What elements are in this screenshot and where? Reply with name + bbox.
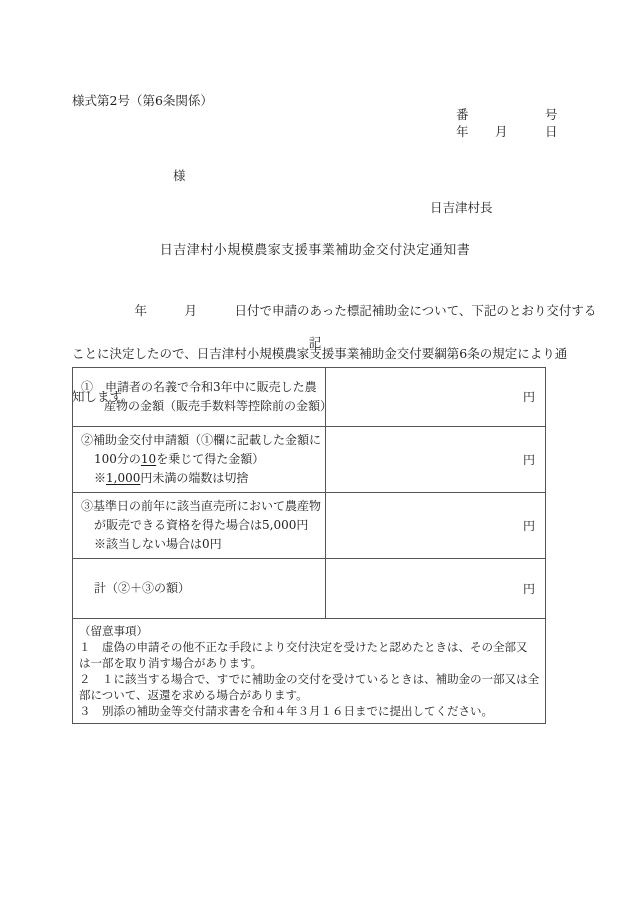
underlined-rounding: 1,000 (106, 471, 141, 485)
form-number: 様式第2号（第6条関係） (72, 93, 213, 108)
note-line: ３ 別添の補助金等交付請求書を令和４年３月１６日までに提出してください。 (79, 704, 493, 718)
row4-amount-cell (326, 559, 546, 619)
row2-amount-unit: 円 (522, 452, 535, 467)
table-row-total (73, 559, 546, 619)
row1-amount-cell (326, 368, 546, 427)
total-label: 計（②＋③の額） (94, 581, 191, 595)
document-title: 日吉津村小規模農家支援事業補助金交付決定通知書 (159, 243, 471, 258)
addressee-honorific: 様 (173, 168, 186, 183)
grant-decision-table (72, 367, 546, 724)
row4-amount-unit: 円 (522, 581, 535, 596)
date-year-label: 年 (456, 124, 469, 139)
body-line: ことに決定したので、日吉津村小規模農家支援事業補助金交付要綱第6条の規定により通 (72, 346, 568, 361)
row1-description (73, 368, 333, 427)
note-line: １ 虚偽の申請その他不正な手段により交付決定を受けたと認めたときは、その全部又 (79, 640, 528, 654)
doc-number-label: 番 (456, 107, 469, 122)
row3-line1: ③基準日の前年に該当直売所において農産物 (81, 499, 322, 513)
row1-amount-unit: 円 (522, 390, 535, 404)
body-line: 知します。 (72, 389, 134, 404)
note-line: は一部を取り消す場合があります。 (79, 656, 263, 670)
note-line: 部について、返還を求める場合があります。 (79, 688, 308, 702)
row3-amount-unit: 円 (522, 518, 535, 533)
row1-line1: ① 申請者の名義で令和3年中に販売した農 (81, 380, 317, 394)
underlined-rate: 10 (140, 452, 157, 466)
notes-heading: （留意事項） (79, 624, 148, 638)
doc-number-suffix: 号 (545, 107, 558, 122)
body-line: 年 月 日付で申請のあった標記補助金について、下記のとおり交付する (72, 303, 597, 318)
row2-description (73, 427, 326, 493)
row2-amount-cell (326, 427, 546, 493)
note-line: ２ １に該当する場合で、すでに補助金の交付を受けているときは、補助金の一部又は全 (79, 672, 540, 686)
table-row-notes (73, 619, 546, 724)
row3-line3: ※該当しない場合は0円 (94, 537, 222, 551)
sender-name: 日吉津村長 (430, 200, 493, 215)
date-month-label: 月 (495, 124, 508, 139)
row3-line2: が販売できる資格を得た場合は5,000円 (94, 518, 309, 532)
table-row-sales-amount (73, 368, 546, 427)
notes-cell (73, 619, 546, 724)
table-row-application-amount (73, 427, 546, 493)
row2-line3: ※1,000円未満の端数は切捨 (94, 471, 249, 485)
row3-amount-cell (326, 493, 546, 559)
row1-line2: 産物の金額（販売手数料等控除前の金額） (104, 399, 333, 413)
row2-line1: ②補助金交付申請額（①欄に記載した金額に (81, 433, 322, 447)
table-row-qualification-amount (73, 493, 546, 559)
date-day-label: 日 (545, 124, 558, 139)
row4-description (73, 559, 326, 619)
ki-heading: 記 (308, 335, 322, 350)
row3-description (73, 493, 326, 559)
row2-line2: 100分の10を乗じて得た金額） (94, 452, 265, 466)
